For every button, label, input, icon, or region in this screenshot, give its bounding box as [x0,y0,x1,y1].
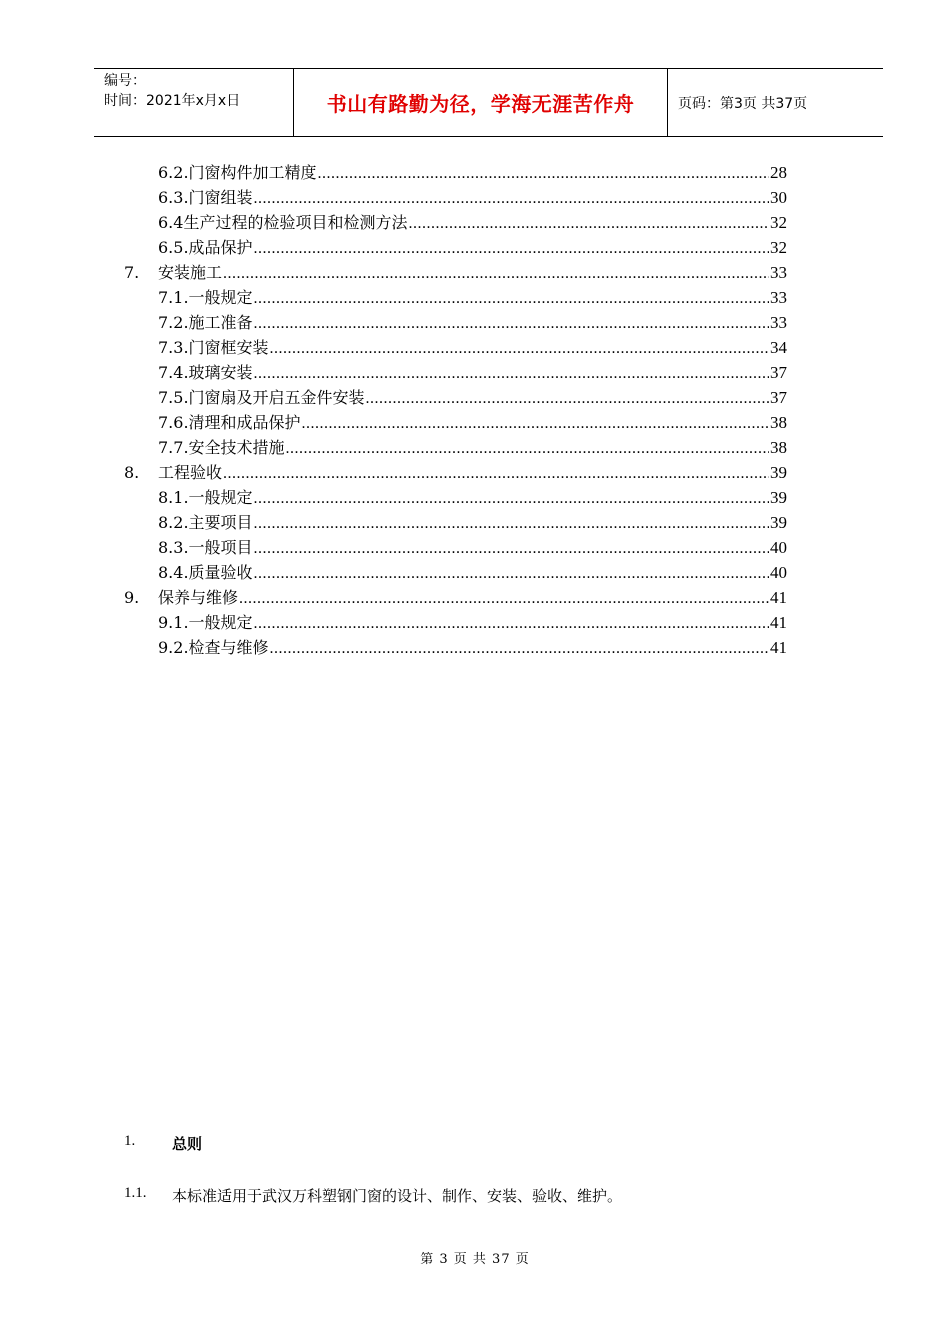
toc-entry-title: 保养与维修 [158,588,239,607]
toc-entry-title: 7.1.一般规定 [158,288,253,307]
toc-entry-page: 33 [770,263,787,282]
toc-entry-page: 41 [770,638,787,657]
toc-entry-title: 8.3.一般项目 [158,538,253,557]
code-label: 编号： [104,73,146,89]
toc-entry-title: 工程验收 [158,463,223,482]
toc-entry-page: 40 [770,563,787,582]
toc-entry[interactable] [124,335,787,360]
toc-entry-title: 7.3.门窗框安装 [158,338,269,357]
toc-entry-number: 8. [124,463,140,482]
toc-entry-page: 34 [770,338,787,357]
toc-entry-number: 7. [124,263,140,282]
toc-dot-leader [254,611,769,636]
toc-entry-title: 7.6.清理和成品保护 [158,413,301,432]
toc-entry[interactable] [124,485,787,510]
header-meta [94,69,294,136]
toc-entry-page: 32 [770,238,787,257]
toc-entry[interactable] [124,610,787,635]
paragraph-text: 本标准适用于武汉万科塑钢门窗的设计、制作、安装、验收、维护。 [172,1187,623,1205]
toc-entry[interactable] [124,385,787,410]
toc-dot-leader [223,261,769,286]
toc-dot-leader [270,636,769,661]
toc-entry[interactable] [124,310,787,335]
toc-entry-title: 8.1.一般规定 [158,488,253,507]
toc-entry-title: 安装施工 [158,263,223,282]
table-of-contents [124,160,787,660]
toc-entry[interactable] [124,410,787,435]
toc-entry[interactable] [124,585,787,610]
time-label: 时间：2021年x月x日 [104,93,241,109]
toc-dot-leader [254,561,769,586]
toc-entry[interactable] [124,160,787,185]
toc-entry[interactable] [124,435,787,460]
section-heading [124,1133,202,1154]
toc-dot-leader [254,186,769,211]
toc-dot-leader [318,161,769,186]
toc-entry-page: 38 [770,438,787,457]
toc-entry-page: 41 [770,613,787,632]
toc-dot-leader [254,361,769,386]
page-footer: 第 3 页 共 37 页 [420,1252,530,1267]
paragraph-number: 1.1. [124,1185,147,1201]
toc-dot-leader [254,486,769,511]
toc-entry-page: 33 [770,313,787,332]
toc-entry-page: 28 [770,163,787,182]
page-header [94,68,883,137]
toc-dot-leader [239,586,769,611]
toc-entry[interactable] [124,210,787,235]
toc-dot-leader [302,411,769,436]
toc-entry-title: 7.7.安全技术措施 [158,438,285,457]
toc-entry-page: 32 [770,213,787,232]
toc-entry[interactable] [124,235,787,260]
header-motto: 书山有路勤为径，学海无涯苦作舟 [294,69,668,136]
toc-entry[interactable] [124,635,787,660]
toc-entry-page: 39 [770,463,787,482]
toc-entry[interactable] [124,510,787,535]
toc-entry-page: 37 [770,363,787,382]
toc-dot-leader [223,461,769,486]
toc-entry-page: 37 [770,388,787,407]
toc-dot-leader [254,536,769,561]
toc-entry[interactable] [124,260,787,285]
toc-entry-page: 40 [770,538,787,557]
header-page-info: 页码：第3页 共37页 [678,95,808,112]
toc-entry-title: 9.1.一般规定 [158,613,253,632]
toc-entry-title: 6.3.门窗组装 [158,188,253,207]
toc-dot-leader [254,511,769,536]
toc-entry-title: 6.5.成品保护 [158,238,253,257]
toc-entry-page: 38 [770,413,787,432]
toc-dot-leader [254,311,769,336]
toc-entry-title: 8.2.主要项目 [158,513,253,532]
toc-entry-title: 7.4.玻璃安装 [158,363,253,382]
toc-entry-title: 7.5.门窗扇及开启五金件安装 [158,388,365,407]
toc-dot-leader [254,286,769,311]
toc-dot-leader [270,336,769,361]
toc-entry-page: 39 [770,488,787,507]
toc-entry[interactable] [124,460,787,485]
toc-entry-title: 6.2.门窗构件加工精度 [158,163,317,182]
toc-dot-leader [286,436,769,461]
toc-entry[interactable] [124,285,787,310]
toc-dot-leader [408,211,769,236]
toc-entry-title: 8.4.质量验收 [158,563,253,582]
toc-entry-page: 33 [770,288,787,307]
section-paragraph [124,1185,622,1206]
toc-entry-page: 39 [770,513,787,532]
toc-entry-page: 41 [770,588,787,607]
section-title: 总则 [172,1135,203,1153]
toc-entry-page: 30 [770,188,787,207]
toc-entry-title: 6.4生产过程的检验项目和检测方法 [158,213,408,232]
toc-entry[interactable] [124,360,787,385]
toc-entry-title: 9.2.检查与维修 [158,638,269,657]
toc-dot-leader [254,236,769,261]
toc-entry-title: 7.2.施工准备 [158,313,253,332]
toc-entry[interactable] [124,185,787,210]
toc-entry[interactable] [124,535,787,560]
toc-entry[interactable] [124,560,787,585]
toc-dot-leader [366,386,769,411]
section-number: 1. [124,1133,136,1149]
toc-entry-number: 9. [124,588,140,607]
